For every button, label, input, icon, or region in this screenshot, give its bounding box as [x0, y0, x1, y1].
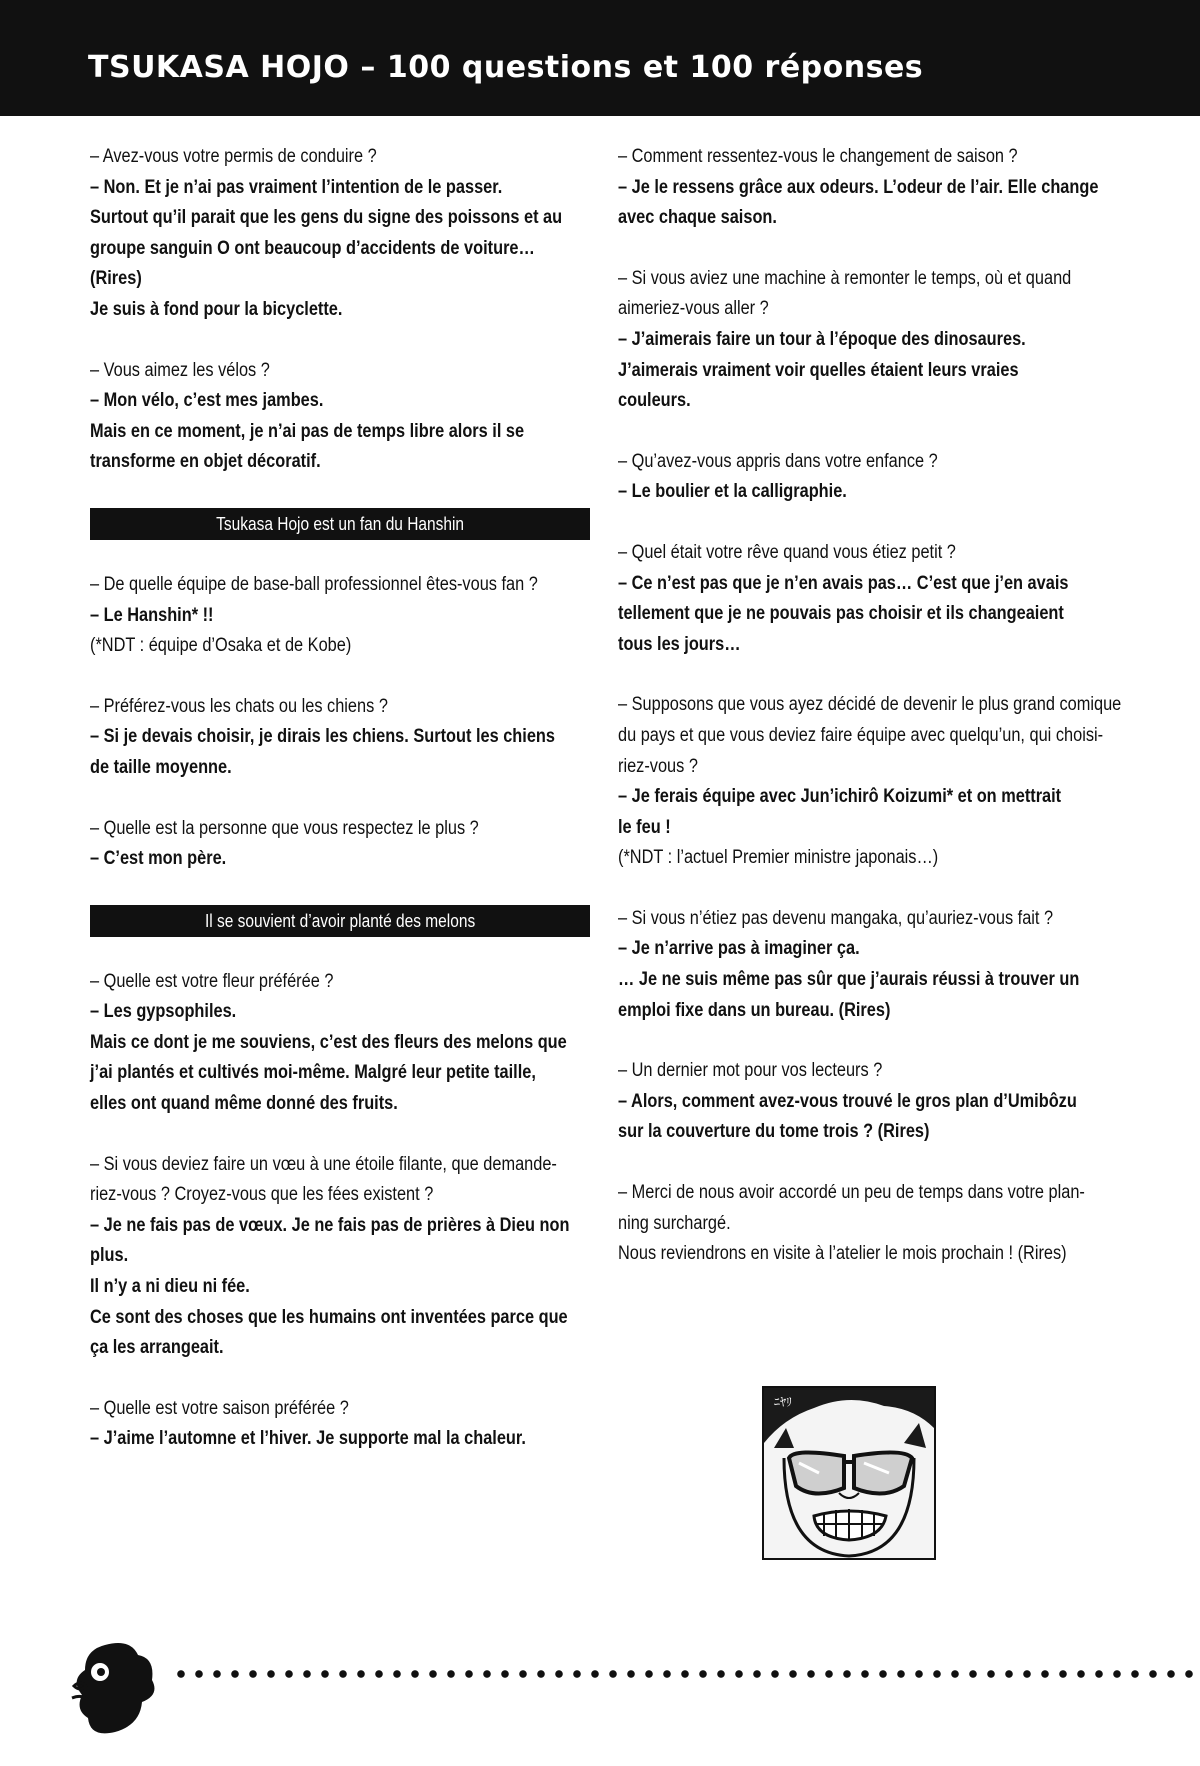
answer-line: – Je ne fais pas de vœux. Je ne fais pas de prières à Dieu non — [90, 1214, 570, 1236]
qa-block — [90, 570, 590, 662]
answer-line: tellement que je ne pouvais pas choisir et ils changeaient — [618, 603, 1064, 625]
answer-line: emploi fixe dans un bureau. (Rires) — [618, 999, 891, 1021]
section-heading — [90, 905, 590, 937]
qa-block — [618, 264, 1123, 417]
section-heading-text: Tsukasa Hojo est un fan du Hanshin — [216, 513, 464, 534]
question-line: – Vous aimez les vélos ? — [90, 359, 270, 381]
question-line: du pays et que vous deviez faire équipe avec quelqu’un, qui choisi- — [618, 724, 1104, 746]
answer-line: – Je le ressens grâce aux odeurs. L’odeur de l’air. Elle change — [618, 176, 1099, 198]
answer-line: transforme en objet décoratif. — [90, 451, 321, 473]
answer-line: ça les arrangeait. — [90, 1337, 224, 1359]
answer-line: le feu ! — [618, 816, 671, 838]
mascot-icon — [70, 1640, 160, 1740]
answer-line: avec chaque saison. — [618, 207, 777, 229]
qa-block — [90, 142, 590, 326]
portrait-illustration — [762, 1386, 936, 1560]
question-line: – Si vous aviez une machine à remonter le temps, où et quand — [618, 267, 1072, 289]
qa-block — [90, 356, 590, 478]
answer-line: – Ce n’est pas que je n’en avais pas… C’est que j’en avais — [618, 572, 1069, 594]
answer-line: – Je n’arrive pas à imaginer ça. — [618, 938, 860, 960]
section-heading-text: Il se souvient d’avoir planté des melons — [204, 910, 476, 931]
answer-line: Ce sont des choses que les humains ont inventées parce que — [90, 1306, 568, 1328]
question-line: (*NDT : l’actuel Premier ministre japonais…) — [618, 847, 939, 869]
question-line: – Avez-vous votre permis de conduire ? — [90, 146, 377, 167]
qa-block — [618, 538, 1123, 660]
question-line: – Quel était votre rêve quand vous étiez petit ? — [618, 541, 956, 563]
answer-line: J’aimerais vraiment voir quelles étaient leurs vraies — [618, 359, 1019, 381]
answer-line: de taille moyenne. — [90, 756, 232, 778]
answer-line: tous les jours… — [618, 633, 741, 655]
question-line: aimeriez-vous aller ? — [618, 298, 769, 320]
answer-line: Mais en ce moment, je n’ai pas de temps libre alors il se — [90, 420, 525, 442]
answer-line: – Le Hanshin* !! — [90, 604, 214, 626]
sunglasses-man-portrait — [764, 1388, 934, 1558]
answer-line: – Mon vélo, c’est mes jambes. — [90, 390, 324, 412]
question-line: – De quelle équipe de base-ball professionnel êtes-vous fan ? — [90, 573, 538, 595]
answer-line: (Rires) — [90, 268, 142, 290]
qa-block — [618, 1178, 1123, 1270]
question-line: – Quelle est la personne que vous respectez le plus ? — [90, 817, 479, 839]
question-line: – Un dernier mot pour vos lecteurs ? — [618, 1060, 883, 1082]
qa-block — [90, 967, 590, 1120]
qa-block — [90, 1394, 590, 1455]
section-heading — [90, 508, 590, 540]
question-line: – Supposons que vous ayez décidé de devenir le plus grand comique — [618, 694, 1122, 716]
answer-line: j’ai plantés et cultivés moi-même. Malgré leur petite taille, — [90, 1062, 536, 1084]
answer-line: – J’aimerais faire un tour à l’époque des dinosaures. — [618, 328, 1026, 350]
footer-decoration — [70, 1640, 160, 1745]
question-line: – Quelle est votre fleur préférée ? — [90, 970, 334, 992]
left-column — [90, 142, 590, 1485]
answer-line: Il n’y a ni dieu ni fée. — [90, 1276, 250, 1298]
qa-block — [618, 447, 1123, 508]
answer-line: – Non. Et je n’ai pas vraiment l’intention de le passer. — [90, 176, 503, 198]
qa-block — [90, 692, 590, 784]
answer-line: … Je ne suis même pas sûr que j’aurais réussi à trouver un — [618, 969, 1080, 991]
question-line: ning surchargé. — [618, 1212, 731, 1234]
qa-block — [618, 142, 1123, 234]
question-line: (*NDT : équipe d’Osaka et de Kobe) — [90, 635, 352, 657]
question-line: – Si vous n’étiez pas devenu mangaka, qu’auriez-vous fait ? — [618, 907, 1054, 929]
svg-text:ﾆﾔﾘ: ﾆﾔﾘ — [774, 1395, 793, 1409]
answer-line: Surtout qu’il parait que les gens du signe des poissons et au — [90, 207, 563, 229]
qa-block — [90, 1150, 590, 1364]
question-line: – Préférez-vous les chats ou les chiens ? — [90, 695, 388, 717]
right-column — [618, 142, 1123, 1300]
question-line: riez-vous ? — [618, 755, 698, 777]
question-line: – Qu’avez-vous appris dans votre enfance ? — [618, 450, 938, 472]
question-line: – Comment ressentez-vous le changement de saison ? — [618, 146, 1018, 167]
question-line: – Si vous deviez faire un vœu à une étoile filante, que demande- — [90, 1153, 557, 1175]
qa-block — [618, 1056, 1123, 1148]
question-line: – Quelle est votre saison préférée ? — [90, 1397, 349, 1419]
answer-line: Mais ce dont je me souviens, c’est des fleurs des melons que — [90, 1031, 567, 1053]
answer-line: – Alors, comment avez-vous trouvé le gros plan d’Umibôzu — [618, 1090, 1077, 1112]
question-line: Nous reviendrons en visite à l’atelier le mois prochain ! (Rires) — [618, 1243, 1067, 1265]
footer-dotted-line — [172, 1668, 1200, 1680]
answer-line: sur la couverture du tome trois ? (Rires) — [618, 1121, 930, 1143]
question-line: – Merci de nous avoir accordé un peu de temps dans votre plan- — [618, 1182, 1085, 1204]
answer-line: Je suis à fond pour la bicyclette. — [90, 298, 343, 320]
answer-line: – Je ferais équipe avec Jun’ichirô Koizumi* et on mettrait — [618, 786, 1062, 808]
answer-line: groupe sanguin O ont beaucoup d’accidents de voiture… — [90, 237, 535, 259]
answer-line: – Si je devais choisir, je dirais les chiens. Surtout les chiens — [90, 726, 555, 748]
answer-line: couleurs. — [618, 390, 691, 412]
answer-line: plus. — [90, 1245, 129, 1267]
page-header — [0, 0, 1200, 116]
question-line: riez-vous ? Croyez-vous que les fées existent ? — [90, 1184, 434, 1206]
answer-line: – C’est mon père. — [90, 848, 227, 870]
page-title: TSUKASA HOJO – 100 questions et 100 réponses — [88, 50, 924, 85]
answer-line: – Les gypsophiles. — [90, 1001, 237, 1023]
answer-line: – J’aime l’automne et l’hiver. Je supporte mal la chaleur. — [90, 1428, 526, 1450]
qa-block — [618, 690, 1123, 874]
qa-block — [618, 904, 1123, 1026]
qa-block — [90, 814, 590, 875]
answer-line: elles ont quand même donné des fruits. — [90, 1093, 398, 1115]
answer-line: – Le boulier et la calligraphie. — [618, 481, 847, 503]
